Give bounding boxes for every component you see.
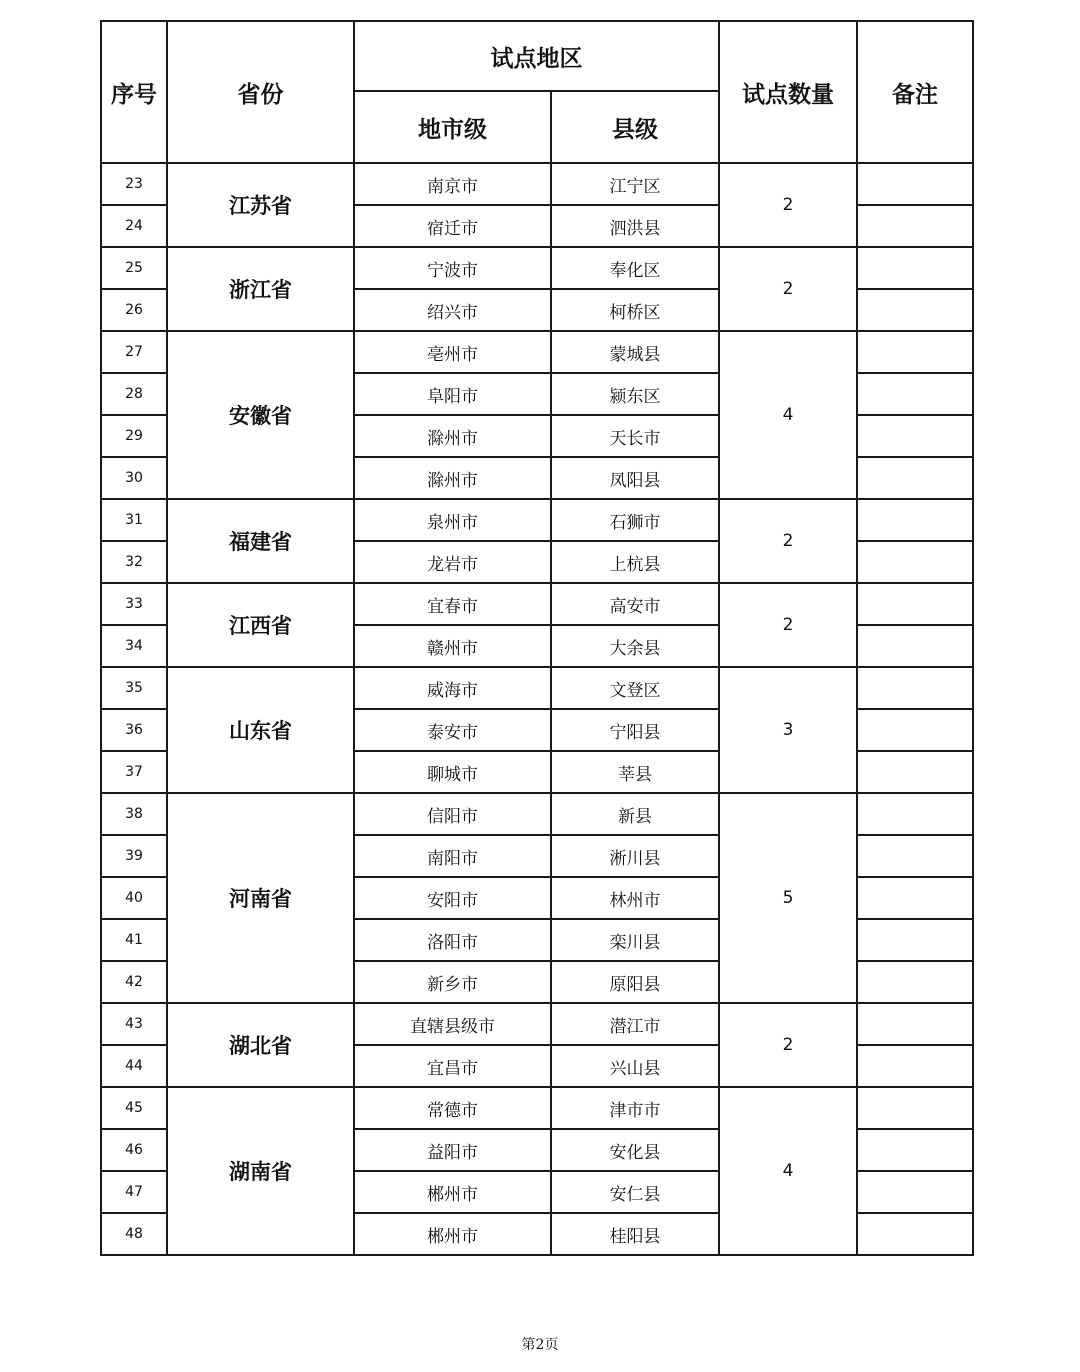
remark-cell	[857, 709, 973, 751]
seq-cell: 35	[101, 667, 167, 709]
city-cell: 泉州市	[354, 499, 551, 541]
province-cell: 安徽省	[167, 331, 354, 499]
city-cell: 宁波市	[354, 247, 551, 289]
header-region: 试点地区	[354, 21, 719, 91]
remark-cell	[857, 1129, 973, 1171]
city-cell: 宜昌市	[354, 1045, 551, 1087]
page-number: 第2页	[521, 1337, 559, 1353]
count-cell: 5	[719, 793, 857, 1003]
header-county-level: 县级	[551, 91, 719, 163]
count-cell: 2	[719, 583, 857, 667]
remark-cell	[857, 961, 973, 1003]
remark-cell	[857, 1045, 973, 1087]
seq-cell: 27	[101, 331, 167, 373]
remark-cell	[857, 499, 973, 541]
seq-cell: 40	[101, 877, 167, 919]
seq-cell: 29	[101, 415, 167, 457]
remark-cell	[857, 1003, 973, 1045]
count-cell: 4	[719, 331, 857, 499]
seq-cell: 42	[101, 961, 167, 1003]
seq-cell: 28	[101, 373, 167, 415]
city-cell: 亳州市	[354, 331, 551, 373]
table-row	[101, 667, 973, 709]
remark-cell	[857, 919, 973, 961]
seq-cell: 25	[101, 247, 167, 289]
pilot-region-table	[100, 20, 974, 1256]
province-cell: 山东省	[167, 667, 354, 793]
city-cell: 绍兴市	[354, 289, 551, 331]
city-cell: 郴州市	[354, 1171, 551, 1213]
seq-cell: 30	[101, 457, 167, 499]
city-cell: 郴州市	[354, 1213, 551, 1255]
remark-cell	[857, 373, 973, 415]
seq-cell: 39	[101, 835, 167, 877]
count-cell: 4	[719, 1087, 857, 1255]
seq-cell: 33	[101, 583, 167, 625]
city-cell: 直辖县级市	[354, 1003, 551, 1045]
city-cell: 常德市	[354, 1087, 551, 1129]
table-row	[101, 793, 973, 835]
seq-cell: 31	[101, 499, 167, 541]
county-cell: 宁阳县	[551, 709, 719, 751]
remark-cell	[857, 289, 973, 331]
county-cell: 泗洪县	[551, 205, 719, 247]
remark-cell	[857, 1213, 973, 1255]
county-cell: 安化县	[551, 1129, 719, 1171]
header-seq: 序号	[101, 21, 167, 163]
table-row	[101, 331, 973, 373]
seq-cell: 36	[101, 709, 167, 751]
county-cell: 新县	[551, 793, 719, 835]
remark-cell	[857, 835, 973, 877]
city-cell: 滁州市	[354, 415, 551, 457]
city-cell: 泰安市	[354, 709, 551, 751]
city-cell: 安阳市	[354, 877, 551, 919]
remark-cell	[857, 331, 973, 373]
table-row	[101, 163, 973, 205]
county-cell: 津市市	[551, 1087, 719, 1129]
county-cell: 安仁县	[551, 1171, 719, 1213]
county-cell: 凤阳县	[551, 457, 719, 499]
province-cell: 江西省	[167, 583, 354, 667]
province-cell: 湖南省	[167, 1087, 354, 1255]
city-cell: 赣州市	[354, 625, 551, 667]
county-cell: 上杭县	[551, 541, 719, 583]
table-row	[101, 583, 973, 625]
county-cell: 林州市	[551, 877, 719, 919]
remark-cell	[857, 163, 973, 205]
county-cell: 文登区	[551, 667, 719, 709]
header-city-level: 地市级	[354, 91, 551, 163]
remark-cell	[857, 415, 973, 457]
pilot-region-table-wrapper	[100, 20, 974, 1256]
seq-cell: 24	[101, 205, 167, 247]
city-cell: 龙岩市	[354, 541, 551, 583]
city-cell: 滁州市	[354, 457, 551, 499]
county-cell: 天长市	[551, 415, 719, 457]
seq-cell: 43	[101, 1003, 167, 1045]
seq-cell: 23	[101, 163, 167, 205]
seq-cell: 45	[101, 1087, 167, 1129]
county-cell: 潜江市	[551, 1003, 719, 1045]
table-body	[101, 163, 973, 1255]
county-cell: 大余县	[551, 625, 719, 667]
county-cell: 石狮市	[551, 499, 719, 541]
province-cell: 湖北省	[167, 1003, 354, 1087]
seq-cell: 34	[101, 625, 167, 667]
count-cell: 2	[719, 499, 857, 583]
city-cell: 南阳市	[354, 835, 551, 877]
province-cell: 浙江省	[167, 247, 354, 331]
seq-cell: 46	[101, 1129, 167, 1171]
city-cell: 信阳市	[354, 793, 551, 835]
seq-cell: 44	[101, 1045, 167, 1087]
table-row	[101, 499, 973, 541]
count-cell: 2	[719, 247, 857, 331]
county-cell: 栾川县	[551, 919, 719, 961]
county-cell: 淅川县	[551, 835, 719, 877]
city-cell: 威海市	[354, 667, 551, 709]
header-count: 试点数量	[719, 21, 857, 163]
table-row	[101, 1003, 973, 1045]
remark-cell	[857, 793, 973, 835]
county-cell: 奉化区	[551, 247, 719, 289]
seq-cell: 47	[101, 1171, 167, 1213]
city-cell: 宜春市	[354, 583, 551, 625]
remark-cell	[857, 1087, 973, 1129]
remark-cell	[857, 205, 973, 247]
header-province: 省份	[167, 21, 354, 163]
city-cell: 益阳市	[354, 1129, 551, 1171]
county-cell: 高安市	[551, 583, 719, 625]
city-cell: 宿迁市	[354, 205, 551, 247]
table-row	[101, 247, 973, 289]
remark-cell	[857, 1171, 973, 1213]
remark-cell	[857, 625, 973, 667]
county-cell: 蒙城县	[551, 331, 719, 373]
province-cell: 江苏省	[167, 163, 354, 247]
county-cell: 莘县	[551, 751, 719, 793]
seq-cell: 37	[101, 751, 167, 793]
city-cell: 聊城市	[354, 751, 551, 793]
province-cell: 河南省	[167, 793, 354, 1003]
remark-cell	[857, 247, 973, 289]
table-row	[101, 1087, 973, 1129]
remark-cell	[857, 751, 973, 793]
province-cell: 福建省	[167, 499, 354, 583]
city-cell: 洛阳市	[354, 919, 551, 961]
table-header	[101, 21, 973, 163]
county-cell: 颍东区	[551, 373, 719, 415]
county-cell: 原阳县	[551, 961, 719, 1003]
remark-cell	[857, 583, 973, 625]
remark-cell	[857, 667, 973, 709]
county-cell: 柯桥区	[551, 289, 719, 331]
city-cell: 南京市	[354, 163, 551, 205]
seq-cell: 41	[101, 919, 167, 961]
count-cell: 2	[719, 163, 857, 247]
county-cell: 桂阳县	[551, 1213, 719, 1255]
seq-cell: 26	[101, 289, 167, 331]
seq-cell: 38	[101, 793, 167, 835]
remark-cell	[857, 457, 973, 499]
city-cell: 阜阳市	[354, 373, 551, 415]
header-remark: 备注	[857, 21, 973, 163]
count-cell: 3	[719, 667, 857, 793]
county-cell: 江宁区	[551, 163, 719, 205]
city-cell: 新乡市	[354, 961, 551, 1003]
remark-cell	[857, 541, 973, 583]
remark-cell	[857, 877, 973, 919]
count-cell: 2	[719, 1003, 857, 1087]
seq-cell: 32	[101, 541, 167, 583]
seq-cell: 48	[101, 1213, 167, 1255]
county-cell: 兴山县	[551, 1045, 719, 1087]
